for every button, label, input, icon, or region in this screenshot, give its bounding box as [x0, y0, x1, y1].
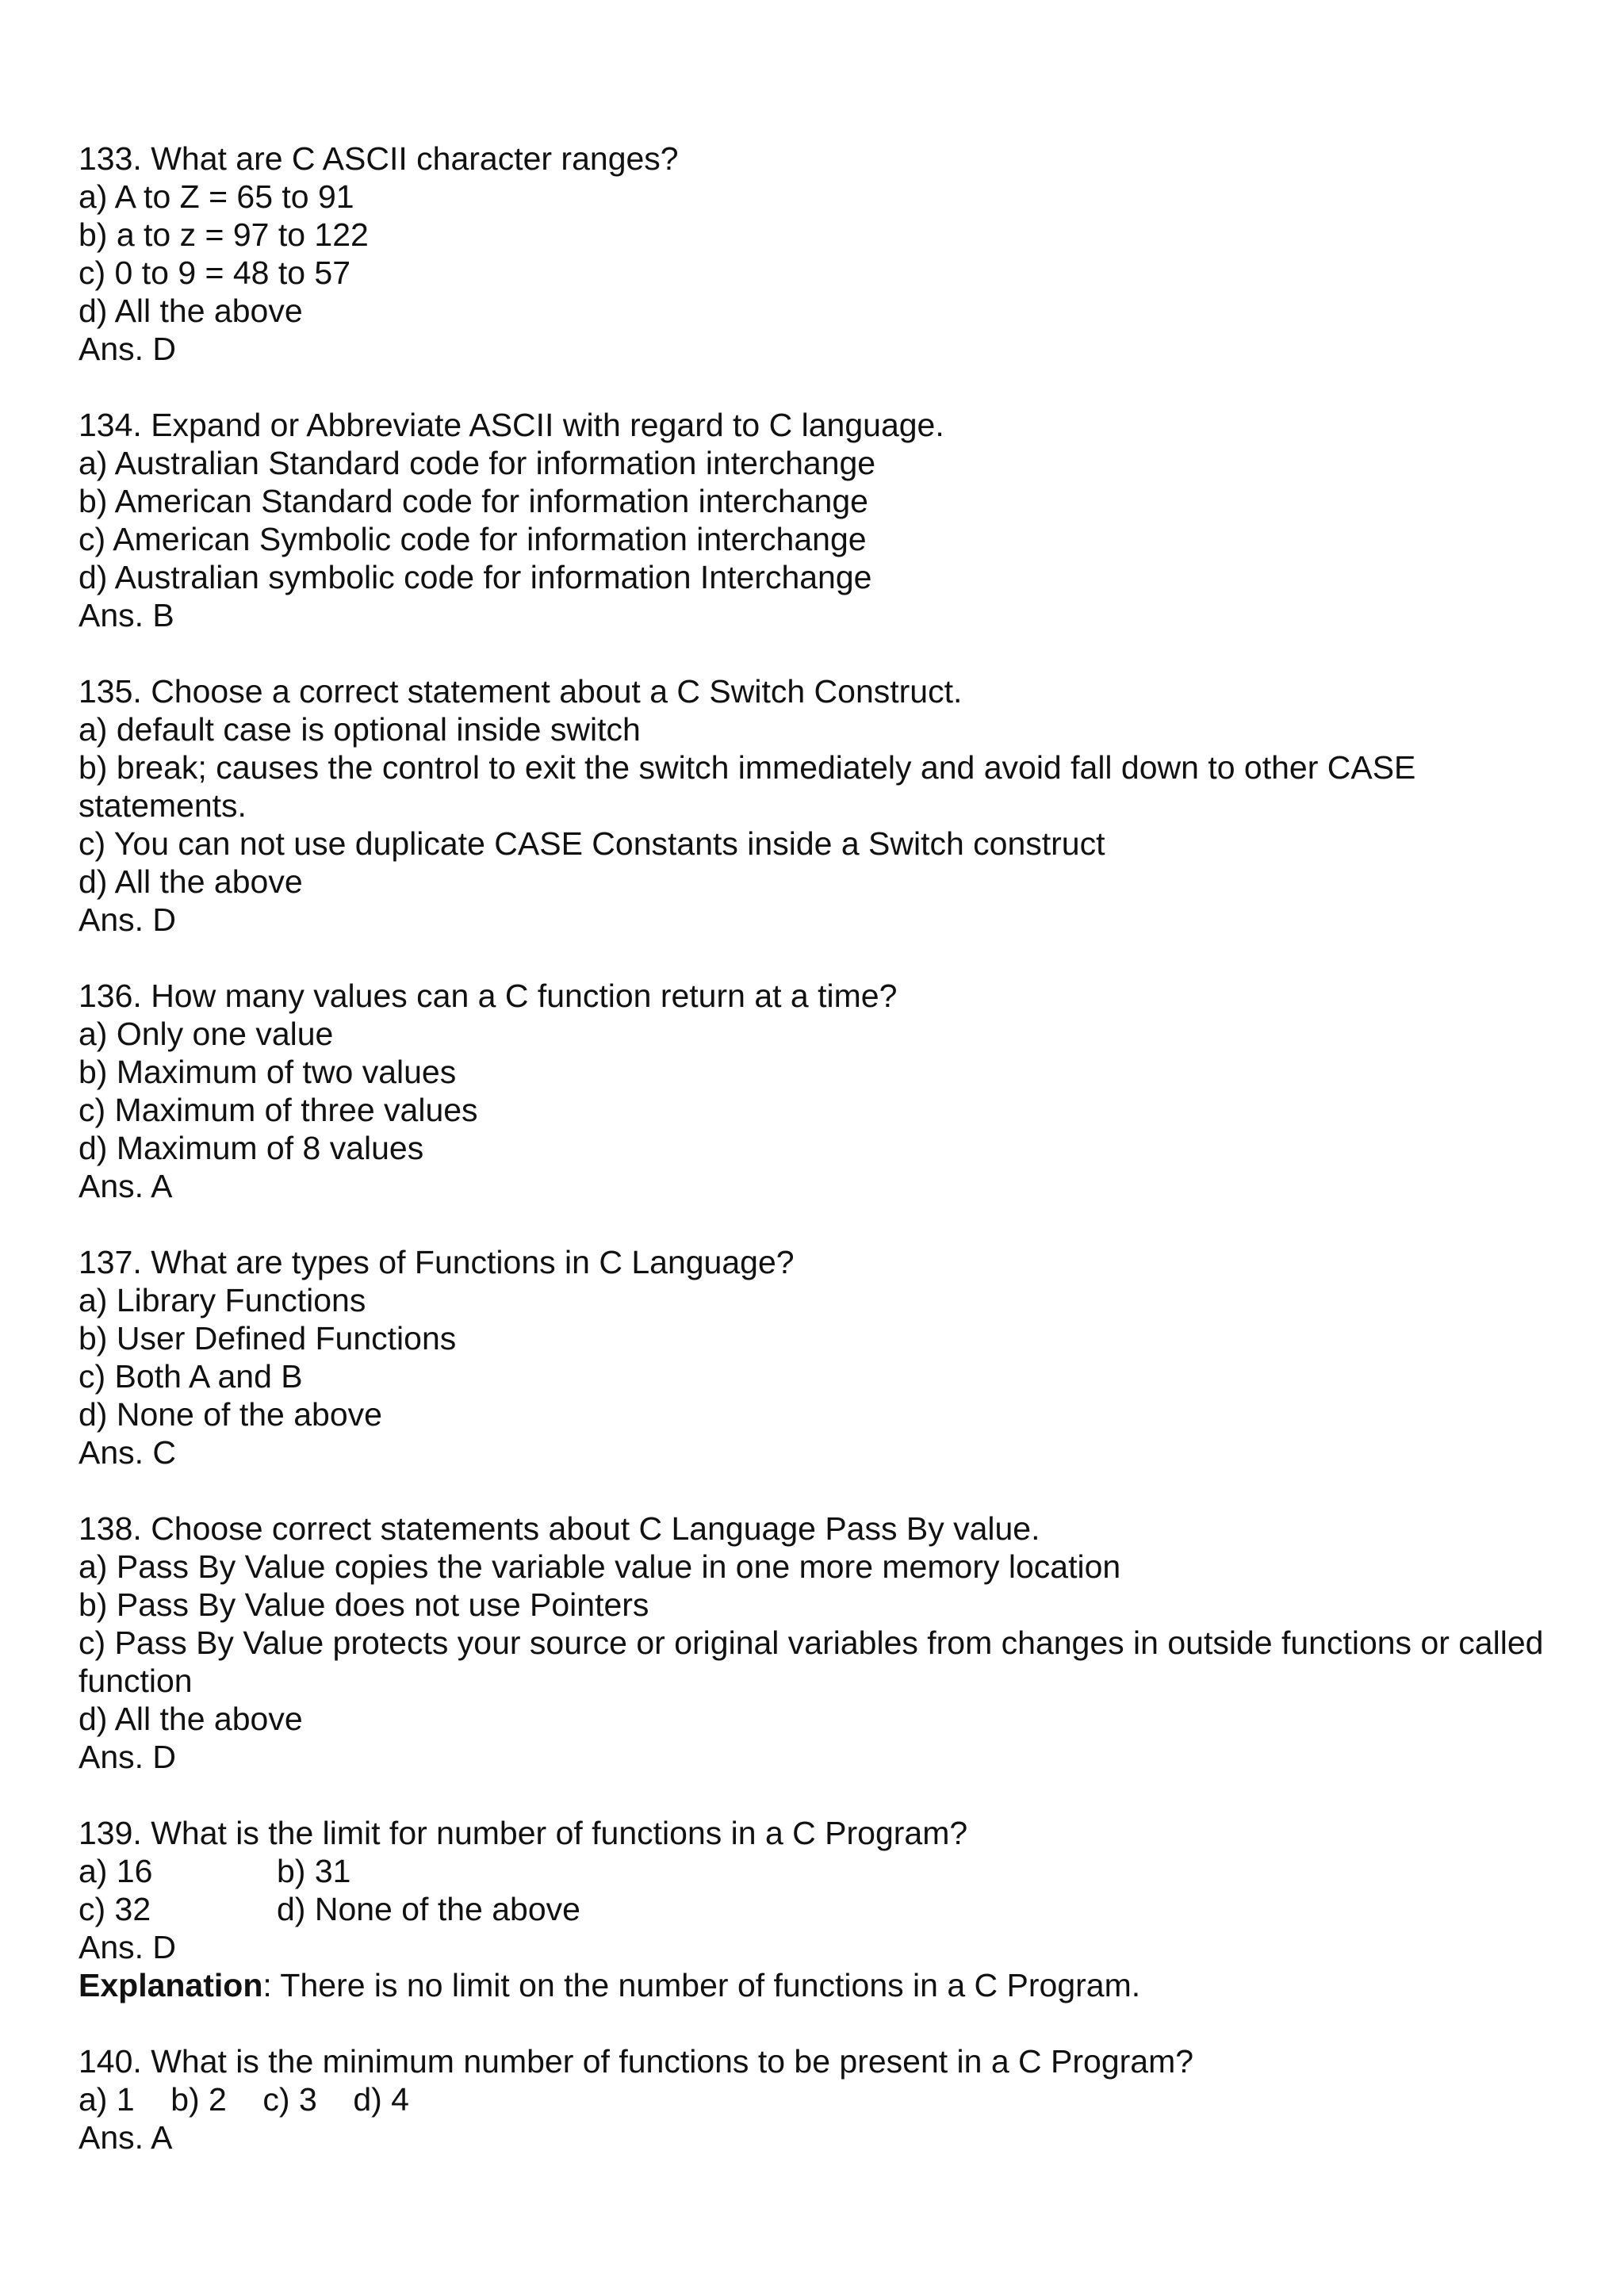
question-text: 139. What is the limit for number of functions in a C Program? [79, 1815, 968, 1851]
options-row-2 [79, 1890, 1553, 1928]
question-137 [79, 1243, 1553, 1471]
option-c: c) 0 to 9 = 48 to 57 [79, 254, 351, 291]
answer: Ans. C [79, 1434, 177, 1471]
option-b: b) break; causes the control to exit the switch immediately and avoid fall down to other CASE statements. [79, 749, 1416, 824]
option-a: a) 16 [79, 1853, 153, 1889]
question-text: 133. What are C ASCII character ranges? [79, 140, 679, 177]
question-text: 134. Expand or Abbreviate ASCII with regard to C language. [79, 407, 944, 443]
answer: Ans. D [79, 1929, 177, 1965]
option-c: c) American Symbolic code for information interchange [79, 521, 867, 557]
question-139 [79, 1814, 1553, 2004]
option-d: d) All the above [79, 863, 303, 900]
question-text: 140. What is the minimum number of functions to be present in a C Program? [79, 2043, 1194, 2080]
option-b: b) User Defined Functions [79, 1320, 457, 1357]
answer: Ans. D [79, 1739, 177, 1775]
answer: Ans. A [79, 2119, 173, 2156]
explanation-label: Explanation [79, 1967, 263, 2003]
option-a: a) A to Z = 65 to 91 [79, 178, 354, 215]
options-row-1 [79, 1852, 1553, 1890]
question-138 [79, 1510, 1553, 1776]
option-d: d) All the above [79, 1701, 303, 1737]
question-134 [79, 406, 1553, 634]
option-c: c) 32 [79, 1891, 151, 1927]
option-d: d) Australian symbolic code for information Interchange [79, 559, 872, 595]
answer: Ans. D [79, 901, 177, 938]
option-a: a) default case is optional inside switch [79, 711, 641, 748]
answer: Ans. A [79, 1168, 173, 1204]
option-c: c) Both A and B [79, 1358, 303, 1395]
option-a: a) Only one value [79, 1016, 334, 1052]
question-text: 135. Choose a correct statement about a C Switch Construct. [79, 673, 963, 710]
answer: Ans. D [79, 331, 177, 367]
question-text: 138. Choose correct statements about C Language Pass By value. [79, 1510, 1040, 1547]
answer: Ans. B [79, 597, 174, 633]
question-text: 137. What are types of Functions in C Language? [79, 1244, 795, 1280]
explanation [79, 1966, 1553, 2004]
options-inline: a) 1 b) 2 c) 3 d) 4 [79, 2081, 409, 2118]
question-135 [79, 672, 1553, 939]
option-c: c) You can not use duplicate CASE Constants inside a Switch construct [79, 825, 1105, 862]
option-c: c) Maximum of three values [79, 1092, 478, 1128]
question-140 [79, 2042, 1553, 2156]
option-a: a) Pass By Value copies the variable value in one more memory location [79, 1548, 1121, 1585]
option-d: d) Maximum of 8 values [79, 1130, 424, 1166]
option-c: c) Pass By Value protects your source or original variables from changes in outside functions or called function [79, 1624, 1544, 1699]
option-a: a) Library Functions [79, 1282, 366, 1318]
document-page [79, 140, 1553, 2195]
option-b: b) a to z = 97 to 122 [79, 216, 369, 253]
question-text: 136. How many values can a C function return at a time? [79, 978, 898, 1014]
question-136 [79, 977, 1553, 1205]
option-d: d) None of the above [277, 1891, 580, 1927]
explanation-text: : There is no limit on the number of functions in a C Program. [262, 1967, 1141, 2003]
option-b: b) Pass By Value does not use Pointers [79, 1586, 649, 1623]
option-b: b) Maximum of two values [79, 1054, 457, 1090]
option-d: d) All the above [79, 293, 303, 329]
option-a: a) Australian Standard code for information interchange [79, 445, 876, 481]
question-133 [79, 140, 1553, 368]
option-b: b) American Standard code for information interchange [79, 483, 868, 519]
option-d: d) None of the above [79, 1396, 382, 1433]
option-b: b) 31 [277, 1853, 351, 1889]
